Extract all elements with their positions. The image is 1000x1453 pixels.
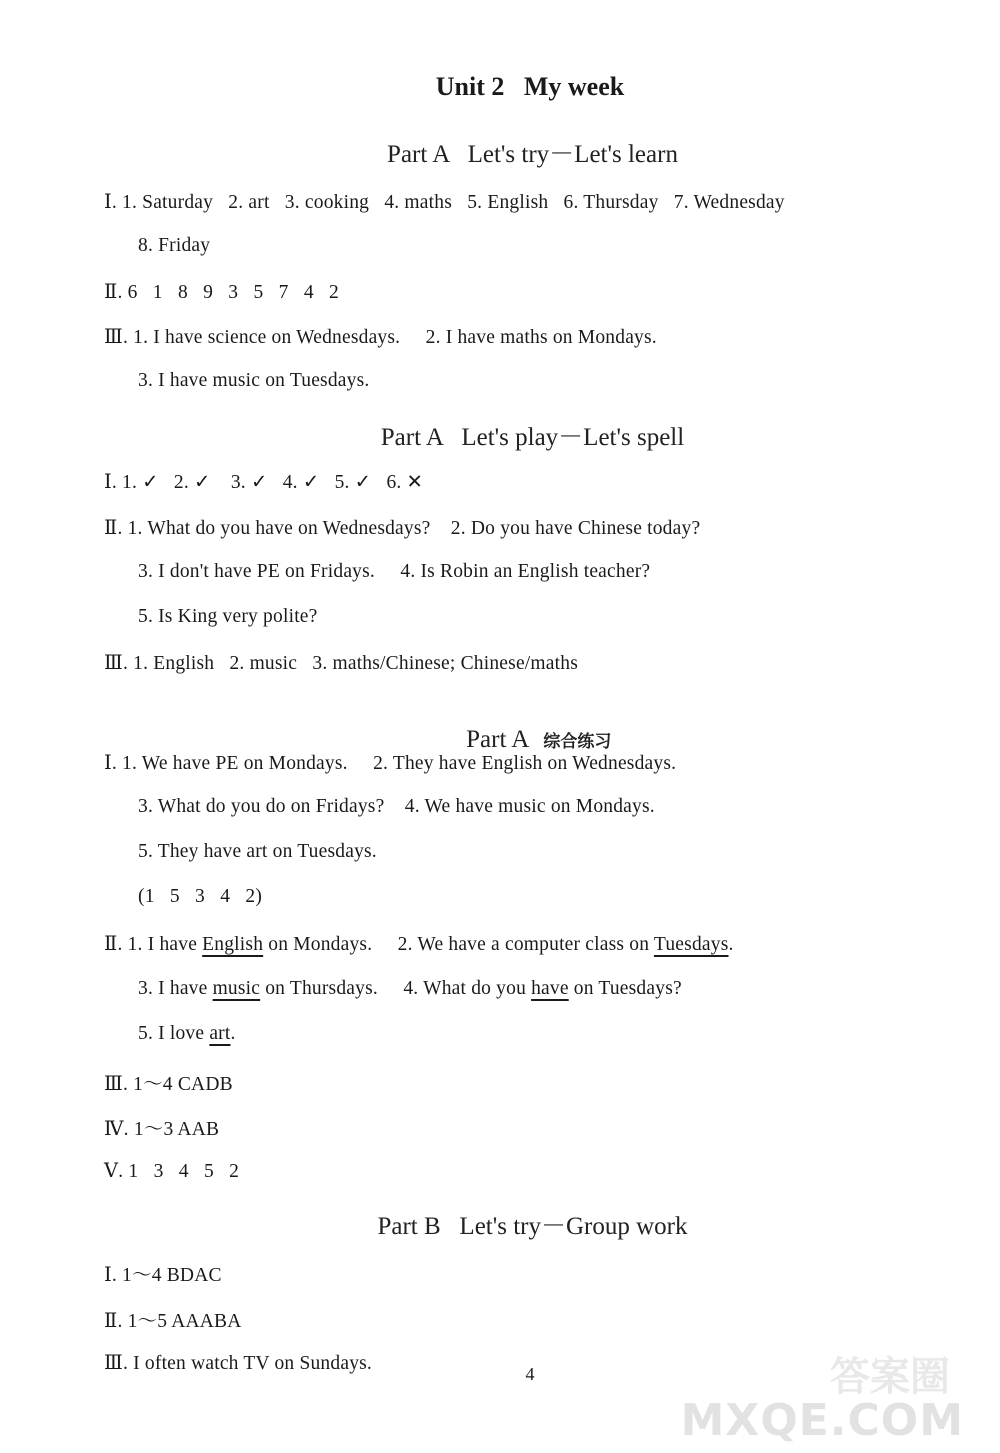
answer-line: 8. Friday — [138, 235, 211, 256]
watermark-url: MXQE.COM — [680, 1395, 964, 1446]
answer-line — [104, 932, 734, 956]
answer-line: Ⅰ. 1～4 BDAC — [104, 1265, 222, 1286]
section-heading-group-work: Part B Let's try－Group work — [377, 1213, 688, 1240]
answer-line: 5. Is King very polite? — [138, 606, 318, 627]
answer-line — [138, 978, 682, 1000]
answer-text: on Tuesdays? — [568, 978, 682, 999]
answer-text: on Thursdays. 4. What do you — [260, 978, 532, 999]
answer-line: Ⅰ. 1. We have PE on Mondays. 2. They have English on Wednesdays. — [104, 753, 677, 774]
section-heading-en: Part A — [466, 726, 530, 753]
section-heading-comprehensive — [0, 698, 1000, 754]
answer-line: Ⅲ. 1～4 CADB — [104, 1074, 233, 1095]
answer-text: Ⅱ. 1. I have — [104, 934, 203, 955]
underlined-word: English — [202, 934, 264, 955]
underlined-word: Tuesdays — [653, 934, 729, 955]
underlined-word: music — [212, 978, 261, 999]
answer-line: Ⅲ. I often watch TV on Sundays. — [104, 1353, 373, 1374]
answer-line: Ⅱ. 6 1 8 9 3 5 7 4 2 — [104, 282, 339, 303]
section-heading-lets-spell: Part A Let's play－Let's spell — [380, 424, 685, 451]
answer-line — [138, 1023, 236, 1045]
answer-line: 3. I have music on Tuesdays. — [138, 370, 370, 391]
answer-line: Ⅱ. 1. What do you have on Wednesdays? 2. Do you have Chinese today? — [104, 518, 701, 539]
answer-line: Ⅳ. 1～3 AAB — [104, 1119, 220, 1140]
answer-text: . — [230, 1023, 236, 1044]
answer-line: Ⅰ. 1. Saturday 2. art 3. cooking 4. maths 5. English 6. Thursday 7. Wednesday — [104, 192, 785, 213]
answer-line: 5. They have art on Tuesdays. — [138, 841, 377, 862]
answer-line: Ⅲ. 1. English 2. music 3. maths/Chinese; Chinese/maths — [104, 653, 579, 674]
underlined-word: have — [531, 978, 569, 999]
page-title: Unit 2 My week — [435, 72, 625, 101]
answer-text: on Mondays. 2. We have a computer class on — [263, 934, 654, 955]
answer-text: 3. I have — [138, 978, 213, 999]
watermark-logo: 答案圈 — [830, 1354, 950, 1400]
answer-line: 3. I don't have PE on Fridays. 4. Is Robin an English teacher? — [138, 561, 651, 582]
answer-line: Ⅱ. 1～5 AAABA — [104, 1311, 242, 1332]
underlined-word: art — [209, 1023, 231, 1044]
answer-text: . — [728, 934, 734, 955]
page-number: 4 — [525, 1364, 535, 1384]
answer-text: 5. I love — [138, 1023, 210, 1044]
section-heading-lets-learn: Part A Let's try－Let's learn — [387, 141, 678, 168]
answer-line: (1 5 3 4 2) — [138, 886, 263, 907]
answer-line: 3. What do you do on Fridays? 4. We have music on Mondays. — [138, 796, 655, 817]
answer-line: Ⅰ. 1. ✓ 2. ✓ 3. ✓ 4. ✓ 5. ✓ 6. ✕ — [104, 472, 424, 493]
section-heading-cn: 综合练习 — [543, 732, 612, 752]
answer-line: Ⅲ. 1. I have science on Wednesdays. 2. I have maths on Mondays. — [104, 327, 657, 348]
answer-line: Ⅴ. 1 3 4 5 2 — [104, 1161, 240, 1182]
